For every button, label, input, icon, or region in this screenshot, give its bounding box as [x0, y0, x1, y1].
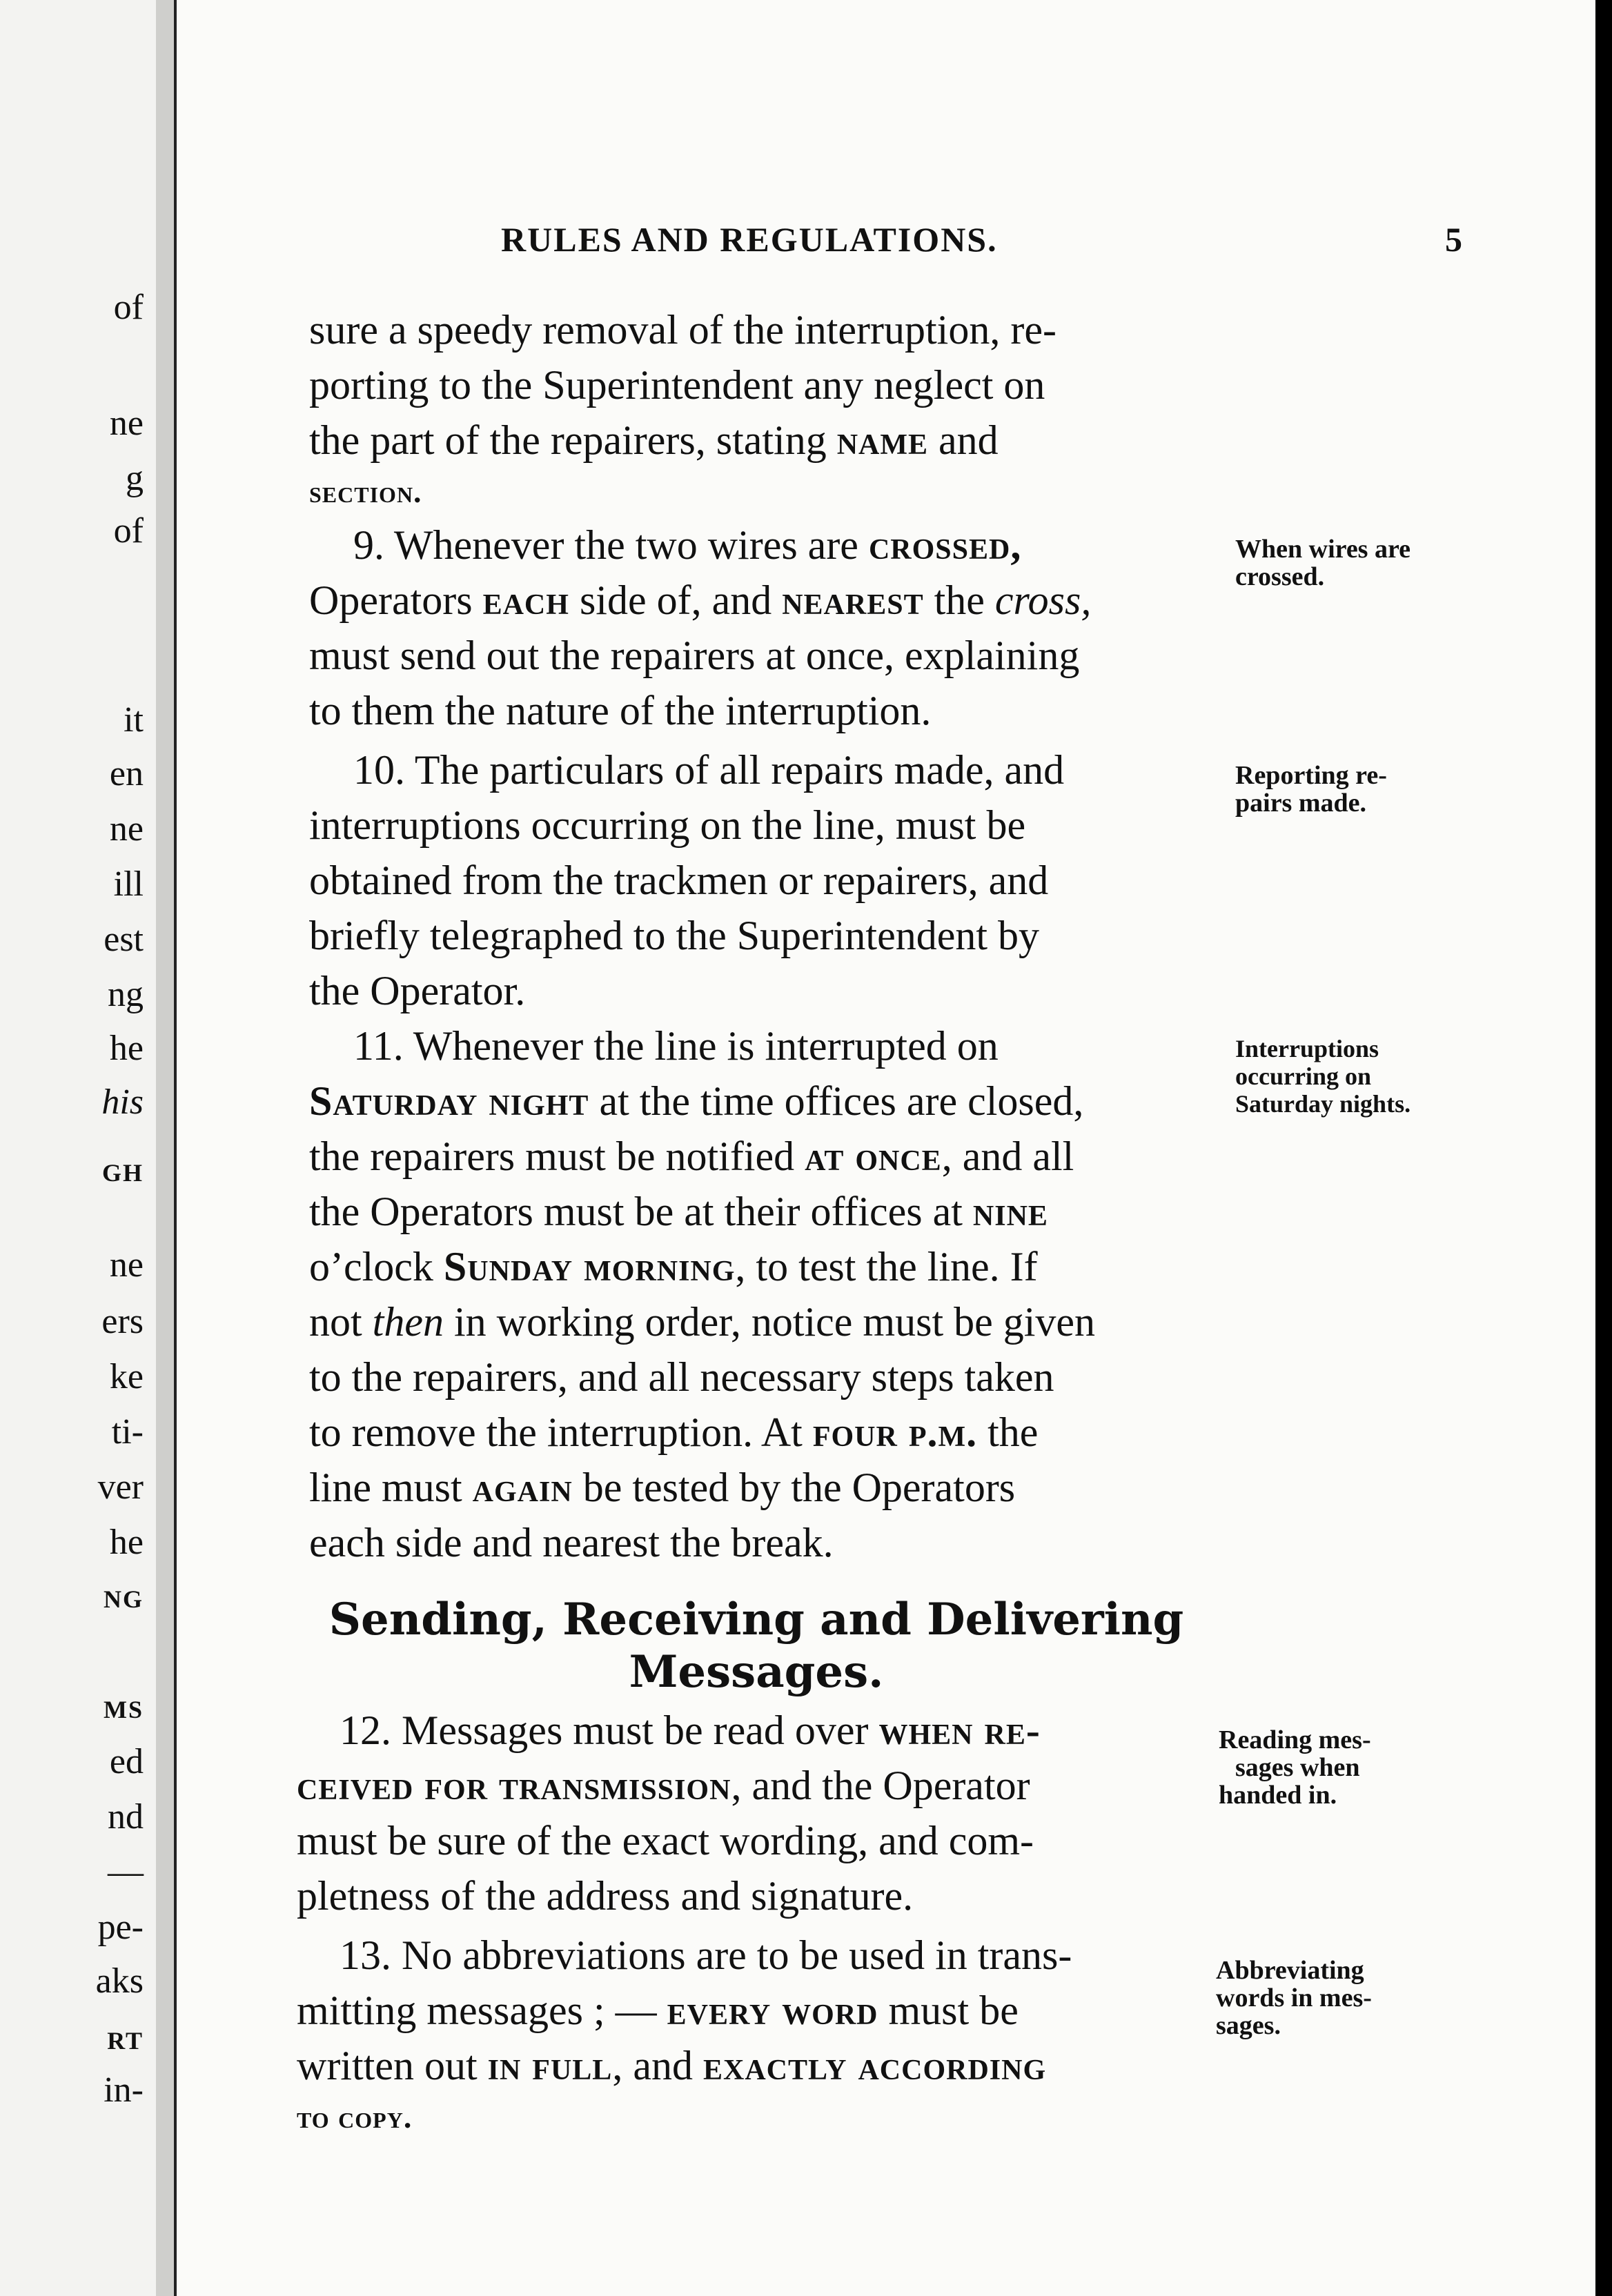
- text-line: must be sure of the exact wording, and com-: [297, 1818, 1034, 1863]
- text-line: not then in working order, notice must be given: [309, 1299, 1096, 1345]
- main-text: [297, 0, 1220, 2296]
- left-fragment: NG: [104, 1585, 144, 1613]
- left-fragment: ne: [109, 809, 144, 849]
- left-fragment: ti-: [111, 1412, 144, 1452]
- left-fragment: he: [109, 1523, 144, 1562]
- left-fragment: ng: [108, 975, 144, 1014]
- text-line: obtained from the trackmen or repairers, and: [309, 858, 1049, 903]
- text-line: line must again be tested by the Operators: [309, 1465, 1016, 1510]
- text-line: porting to the Superintendent any neglect on: [309, 362, 1045, 408]
- text-line: Saturday night at the time offices are closed,: [309, 1078, 1084, 1124]
- left-fragment: pe-: [97, 1908, 144, 1947]
- rule-11: 11. Whenever the line is interrupted on: [353, 1023, 999, 1069]
- left-fragment: ne: [109, 1245, 144, 1285]
- left-fragment: aks: [95, 1961, 144, 2001]
- text-line: must send out the repairers at once, explaining: [309, 633, 1080, 678]
- rule-12: 12. Messages must be read over when re-: [340, 1708, 1041, 1753]
- text-line: o’clock Sunday morning, to test the line. If: [309, 1244, 1038, 1289]
- left-fragment: he: [109, 1029, 144, 1068]
- left-fragment: ill: [113, 864, 144, 904]
- text-line: the Operator.: [309, 968, 526, 1013]
- text-line: Operators each side of, and nearest the cross,: [309, 577, 1092, 623]
- left-fragment: nd: [108, 1797, 144, 1837]
- text-line: to copy.: [297, 2099, 413, 2135]
- left-fragment: GH: [101, 1159, 144, 1187]
- left-fragment: ed: [109, 1742, 144, 1781]
- text-line: the repairers must be notified at once, and all: [309, 1134, 1074, 1179]
- left-fragment: of: [113, 511, 144, 551]
- left-fragment: it: [124, 700, 144, 740]
- margin-note-saturday-interruptions: Interruptions occurring on Saturday nights.: [1235, 1035, 1411, 1118]
- left-fragment: RT: [107, 2027, 144, 2055]
- left-fragment: ver: [97, 1467, 144, 1507]
- left-fragment: MS: [104, 1696, 144, 1723]
- margin-note-reading-messages: Reading mes- sages when handed in.: [1219, 1725, 1371, 1810]
- text-line: ceived for transmission, and the Operator: [297, 1763, 1030, 1808]
- rule-10: 10. The particulars of all repairs made, and: [353, 747, 1065, 793]
- book-page: [177, 0, 1595, 2296]
- facing-page-edge: [0, 0, 156, 2296]
- left-fragment: —: [108, 1852, 144, 1892]
- text-line: written out in full, and exactly according: [297, 2043, 1047, 2088]
- margin-note-crossed-wires: When wires are crossed.: [1235, 535, 1411, 591]
- left-fragment: g: [126, 459, 144, 498]
- text-line: section.: [309, 474, 422, 509]
- page-number: 5: [1445, 220, 1462, 259]
- margin-note-abbreviating-words: Abbreviating words in mes- sages.: [1216, 1956, 1372, 2040]
- left-fragment: en: [109, 754, 144, 793]
- left-fragment: est: [104, 920, 144, 959]
- text-line: briefly telegraphed to the Superintendent by: [309, 913, 1039, 958]
- rule-9: 9. Whenever the two wires are crossed,: [353, 522, 1022, 568]
- running-title: RULES AND REGULATIONS.: [501, 220, 998, 259]
- text-line: each side and nearest the break.: [309, 1520, 834, 1565]
- left-fragment: ne: [109, 404, 144, 443]
- text-line: interruptions occurring on the line, must be: [309, 802, 1026, 848]
- section-heading: Sending, Receiving and Delivering: [328, 1594, 1184, 1645]
- text-line: mitting messages ; — every word must be: [297, 1988, 1019, 2033]
- left-fragment: in-: [104, 2070, 144, 2110]
- text-line: sure a speedy removal of the interruption, re-: [309, 307, 1056, 353]
- text-line: to them the nature of the interruption.: [309, 688, 932, 733]
- text-line: to the repairers, and all necessary steps taken: [309, 1354, 1054, 1400]
- text-line: the part of the repairers, stating name and: [309, 417, 999, 463]
- section-heading: Messages.: [629, 1646, 884, 1698]
- left-fragment: ers: [101, 1302, 144, 1341]
- text-line: pletness of the address and signature.: [297, 1873, 914, 1919]
- left-fragment: ke: [109, 1357, 144, 1396]
- text-line: the Operators must be at their offices at nine: [309, 1189, 1048, 1234]
- rule-13: 13. No abbreviations are to be used in trans-: [340, 1932, 1072, 1978]
- margin-note-reporting-repairs: Reporting re- pairs made.: [1235, 761, 1387, 818]
- left-fragment: of: [113, 288, 144, 327]
- left-fragment: his: [101, 1082, 144, 1122]
- text-line: to remove the interruption. At four p.m. the: [309, 1409, 1039, 1455]
